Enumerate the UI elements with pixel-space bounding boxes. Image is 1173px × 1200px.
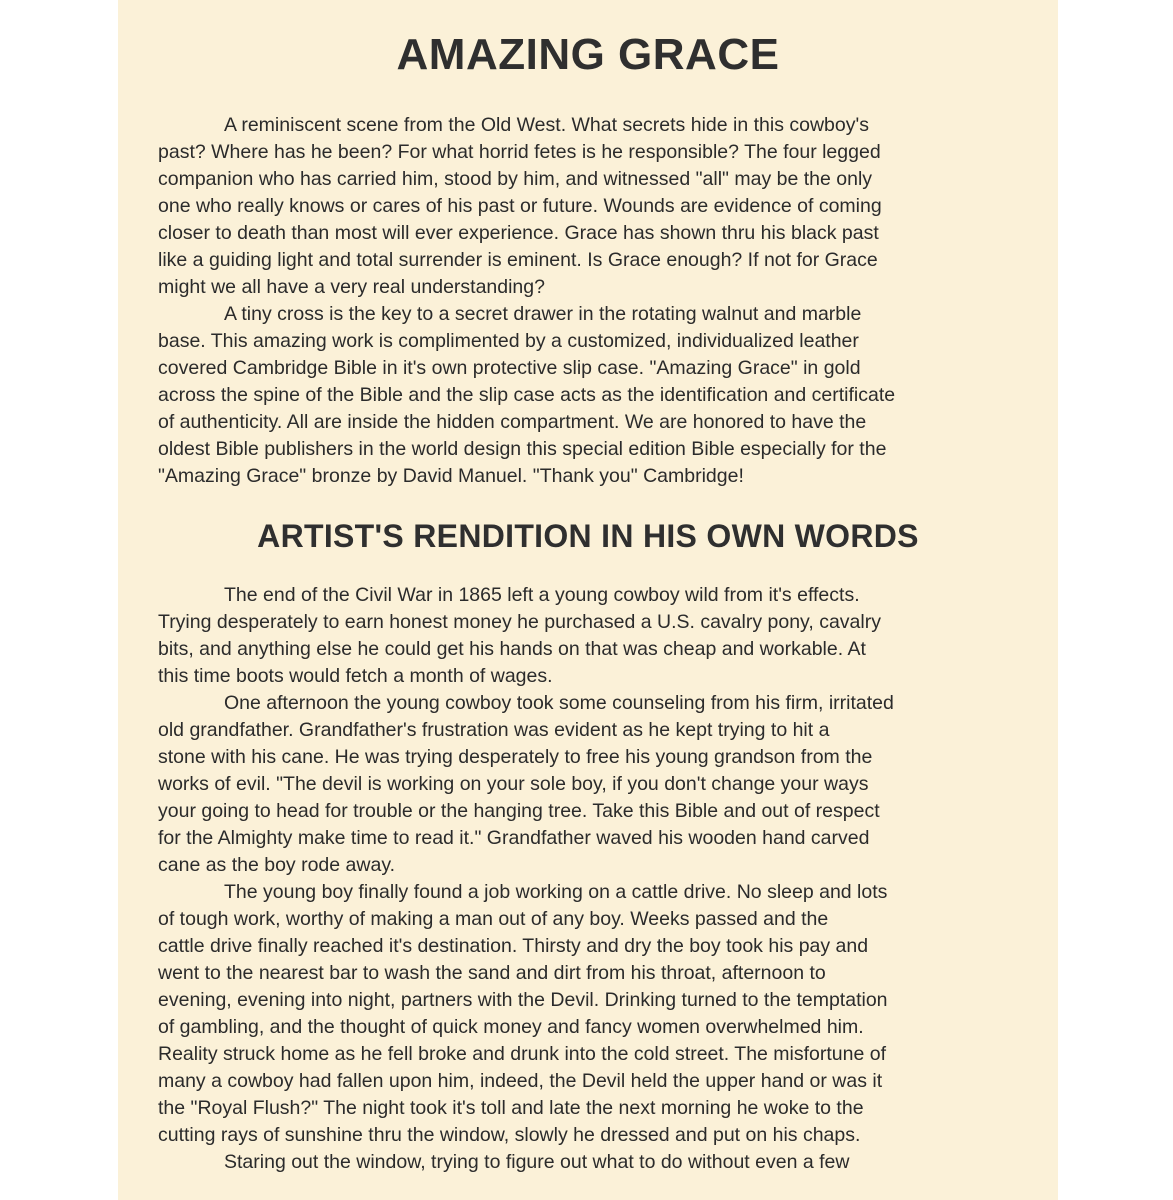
text-line: base. This amazing work is complimented by a customized, individualized leather — [158, 330, 859, 352]
text-line: Trying desperately to earn honest money he purchased a U.S. cavalry pony, cavalry — [158, 611, 881, 633]
document-title: AMAZING GRACE — [396, 30, 780, 79]
text-line: of tough work, worthy of making a man out of any boy. Weeks passed and the — [158, 908, 829, 930]
intro-paragraph — [158, 112, 1018, 301]
text-line: One afternoon the young cowboy took some counseling from his firm, irritated — [224, 692, 894, 714]
text-line: stone with his cane. He was trying desperately to free his young grandson from the — [158, 746, 873, 768]
intro-paragraph — [158, 301, 1018, 490]
text-line: of authenticity. All are inside the hidden compartment. We are honored to have the — [158, 411, 867, 433]
text-line: closer to death than most will ever experience. Grace has shown thru his black past — [158, 222, 879, 244]
text-line: cattle drive finally reached it's destination. Thirsty and dry the boy took his pay and — [158, 935, 869, 957]
story-paragraph — [158, 690, 1018, 879]
text-line: Reality struck home as he fell broke and drunk into the cold street. The misfortune of — [158, 1043, 887, 1065]
text-line: past? Where has he been? For what horrid fetes is he responsible? The four legged — [158, 141, 881, 163]
text-line: oldest Bible publishers in the world design this special edition Bible especially for the — [158, 438, 887, 460]
text-line: covered Cambridge Bible in it's own protective slip case. "Amazing Grace" in gold — [158, 357, 861, 379]
text-line: evening, evening into night, partners with the Devil. Drinking turned to the temptation — [158, 989, 888, 1011]
story-paragraph — [158, 879, 1018, 1149]
text-line: works of evil. "The devil is working on your sole boy, if you don't change your ways — [158, 773, 869, 795]
text-line: many a cowboy had fallen upon him, indeed, the Devil held the upper hand or was it — [158, 1070, 883, 1092]
story-section — [158, 582, 1018, 1176]
text-line: this time boots would fetch a month of wages. — [158, 665, 553, 687]
text-line: cane as the boy rode away. — [158, 854, 396, 876]
text-line: across the spine of the Bible and the slip case acts as the identification and certificate — [158, 384, 896, 406]
text-line: A reminiscent scene from the Old West. What secrets hide in this cowboy's — [224, 114, 869, 136]
text-line: A tiny cross is the key to a secret drawer in the rotating walnut and marble — [224, 303, 862, 325]
section-title: ARTIST'S RENDITION IN HIS OWN WORDS — [257, 518, 919, 554]
text-line: The end of the Civil War in 1865 left a young cowboy wild from it's effects. — [224, 584, 860, 606]
story-paragraph — [158, 582, 1018, 690]
text-line: your going to head for trouble or the hanging tree. Take this Bible and out of respect — [158, 800, 880, 822]
text-line: old grandfather. Grandfather's frustration was evident as he kept trying to hit a — [158, 719, 830, 741]
text-line: like a guiding light and total surrender is eminent. Is Grace enough? If not for Grace — [158, 249, 878, 271]
document-content — [158, 0, 1018, 1176]
text-line: companion who has carried him, stood by him, and witnessed "all" may be the only — [158, 168, 873, 190]
text-line: of gambling, and the thought of quick money and fancy women overwhelmed him. — [158, 1016, 864, 1038]
text-line: for the Almighty make time to read it." Grandfather waved his wooden hand carved — [158, 827, 870, 849]
intro-section — [158, 112, 1018, 490]
text-line: The young boy finally found a job working on a cattle drive. No sleep and lots — [224, 881, 888, 903]
text-line: the "Royal Flush?" The night took it's toll and late the next morning he woke to the — [158, 1097, 864, 1119]
text-line: went to the nearest bar to wash the sand and dirt from his throat, afternoon to — [158, 962, 826, 984]
text-line: bits, and anything else he could get his hands on that was cheap and workable. At — [158, 638, 866, 660]
text-line: might we all have a very real understanding? — [158, 276, 545, 298]
document-page — [118, 0, 1058, 1200]
text-line: one who really knows or cares of his past or future. Wounds are evidence of coming — [158, 195, 882, 217]
text-line: cutting rays of sunshine thru the window, slowly he dressed and put on his chaps. — [158, 1124, 861, 1146]
text-line: Staring out the window, trying to figure out what to do without even a few — [224, 1151, 850, 1173]
text-line: "Amazing Grace" bronze by David Manuel. "Thank you" Cambridge! — [158, 465, 744, 487]
story-paragraph — [158, 1149, 1018, 1176]
